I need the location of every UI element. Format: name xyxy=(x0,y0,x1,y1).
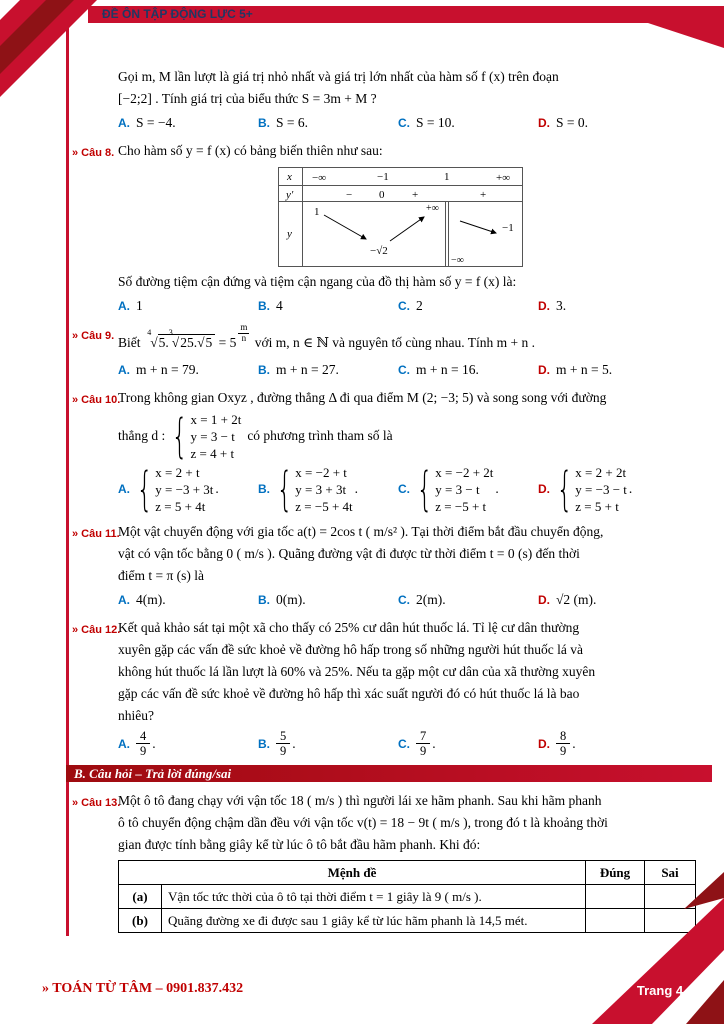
question-text-line: gian được tính bằng giây kể từ lúc ô tô bắt đầu hãm phanh. Khi đó: xyxy=(118,836,481,852)
bbt-y-value: +∞ xyxy=(426,203,439,214)
question-text-line: Trong không gian Oxyz , đường thẳng Δ đi qua điểm M (2; −3; 5) và song song với đường xyxy=(118,389,607,405)
option-b xyxy=(258,359,398,381)
option-text: 3. xyxy=(556,298,567,313)
option-label: C. xyxy=(398,736,410,751)
option-a xyxy=(118,359,258,381)
option-c xyxy=(398,589,538,611)
stem-prefix: Biết xyxy=(118,334,141,350)
true-header: Đúng xyxy=(586,860,645,884)
question-7-tail xyxy=(72,66,712,134)
brace-glyph: { xyxy=(276,462,293,517)
statement-header: Mệnh đề xyxy=(119,860,586,884)
variation-table xyxy=(278,167,712,267)
option-label: D. xyxy=(538,482,550,497)
page-number: Trang 4 xyxy=(636,983,684,998)
question-text-line: Một ô tô đang chạy với vận tốc 18 ( m/s ) thì người lái xe hãm phanh. Sau khi hãm phanh xyxy=(118,792,602,808)
option-c xyxy=(398,295,538,317)
option-label: C. xyxy=(398,116,410,130)
option-d: D. { x = 2 + 2t y = −3 − t z = 5 + t . xyxy=(538,462,633,517)
question-text-line: Kết quả khảo sát tại một xã cho thấy có 25% cư dân hút thuốc lá. Tỉ lệ cư dân thường xyxy=(118,619,580,635)
question-formula-line xyxy=(118,323,712,357)
option-label: C. xyxy=(398,592,410,607)
option-text: 4 xyxy=(276,298,283,313)
page-title: ĐỀ ÔN TẬP ĐỘNG LỰC 5+ xyxy=(102,7,253,21)
left-margin-rule xyxy=(66,28,69,936)
option-a xyxy=(118,112,258,134)
bbt-y-value: 1 xyxy=(314,206,320,218)
option-label: D. xyxy=(538,299,550,313)
option-d xyxy=(538,589,712,611)
option-text: m + n = 16. xyxy=(416,361,479,377)
bbt-x-value: +∞ xyxy=(496,172,511,184)
option-label: B. xyxy=(258,736,270,751)
bbt-x-label: x xyxy=(287,171,292,183)
option-c: C. $\frac{7}{9}$ . xyxy=(398,728,436,759)
answer-options xyxy=(118,589,712,611)
question-8 xyxy=(72,140,712,317)
question-12 xyxy=(72,617,712,759)
row-key: (b) xyxy=(119,908,162,932)
row-statement: Vận tốc tức thời của ô tô tại thời điểm t = 1 giây là 9 ( m/s ). xyxy=(162,884,586,908)
bbt-x-value: −∞ xyxy=(312,172,327,184)
question-text-line: gặp các vấn đề sức khoẻ về đường hô hấp thì xác suất người đó có hút thuốc lá là bao xyxy=(118,685,580,701)
option-label: D. xyxy=(538,736,550,751)
option-text: m + n = 5. xyxy=(556,361,613,377)
option-label: A. xyxy=(118,116,130,130)
option-text: 4(m). xyxy=(136,591,166,607)
false-header: Sai xyxy=(645,860,696,884)
option-label: D. xyxy=(538,362,550,377)
brace-glyph: { xyxy=(416,462,433,517)
bbt-y-value: −√2 xyxy=(370,245,388,257)
option-b: B. $\frac{5}{9}$ . xyxy=(258,728,296,759)
answer-options xyxy=(118,359,712,381)
option-b xyxy=(258,112,398,134)
question-9 xyxy=(72,323,712,381)
header-banner xyxy=(88,6,724,23)
option-label: C. xyxy=(398,482,410,497)
option-label: C. xyxy=(398,362,410,377)
stem-mid: thẳng d : xyxy=(118,428,166,444)
footer-brand: » TOÁN TỪ TÂM – 0901.837.432 xyxy=(42,981,244,996)
bbt-y-value: −1 xyxy=(502,222,514,234)
option-text: m + n = 79. xyxy=(136,361,199,377)
bottom-right-ribbon xyxy=(534,854,724,1024)
question-text-line: Cho hàm số y = f (x) có bảng biến thiên như sau: xyxy=(118,143,383,158)
option-label: A. xyxy=(118,362,130,377)
question-number: » Câu 9. xyxy=(72,330,115,342)
answer-options xyxy=(118,729,712,759)
bbt-x-value: 1 xyxy=(444,171,450,183)
exponent-fraction: $\frac{m}{n}$ xyxy=(240,322,248,343)
stem-suffix: có phương trình tham số là xyxy=(247,428,393,444)
question-number: » Câu 10. xyxy=(72,393,121,406)
question-text-line: không hút thuốc lá lần lượt là 60% và 25%. Nếu ta gặp một cư dân của xã thường xuyên xyxy=(118,663,596,679)
option-a xyxy=(118,589,258,611)
top-right-corner-shape xyxy=(648,23,724,48)
option-label: D. xyxy=(538,592,550,607)
brace-glyph: { xyxy=(171,409,188,464)
stem-suffix: với m, n ∈ ℕ và nguyên tố cùng nhau. Tính m + n . xyxy=(254,334,535,350)
bbt-sign: − xyxy=(346,189,353,201)
option-label: A. xyxy=(118,592,130,607)
option-b xyxy=(258,589,398,611)
question-text-line: [−2;2] . Tính giá trị của biểu thức S = 3m + M ? xyxy=(118,91,377,106)
bbt-yprime-label: y′ xyxy=(286,189,294,201)
answer-options xyxy=(118,464,712,515)
option-text: S = −4. xyxy=(136,115,176,130)
option-label: B. xyxy=(258,299,270,313)
nested-radical: $^4$√5.$^3$√25.√5 = 5 $\frac{m}{n}$ với m, n ∈ ℕ và nguyên tố cùng nhau. Tính m + n . xyxy=(147,322,535,350)
option-b xyxy=(258,295,398,317)
question-text-line: nhiêu? xyxy=(118,707,154,723)
option-a xyxy=(118,295,258,317)
question-number: » Câu 13. xyxy=(72,796,121,809)
equals-base: = 5 xyxy=(218,334,237,350)
option-c xyxy=(398,359,538,381)
question-text-line: điểm t = π (s) là xyxy=(118,567,205,583)
option-text: 1 xyxy=(136,298,143,313)
question-number: » Câu 12. xyxy=(72,623,121,636)
option-a: A. { x = 2 + t y = −3 + 3t z = 5 + 4t . xyxy=(118,462,219,517)
option-text: √2 (m). xyxy=(556,591,597,607)
brace-glyph: { xyxy=(556,462,573,517)
option-text: 2(m). xyxy=(416,591,446,607)
question-text-line: Số đường tiệm cận đứng và tiệm cận ngang của đồ thị hàm số y = f (x) là: xyxy=(118,274,517,289)
question-text-line: Một vật chuyển động với gia tốc a(t) = 2cos t ( m/s² ). Tại thời điểm bắt đầu chuyển động, xyxy=(118,523,604,539)
option-label: D. xyxy=(538,116,550,130)
option-c: C. { x = −2 + 2t y = 3 − t z = −5 + t . xyxy=(398,462,499,517)
option-d xyxy=(538,112,712,134)
option-label: A. xyxy=(118,736,130,751)
question-text-line: vật có vận tốc bằng 0 ( m/s ). Quãng đường vật đi được từ thời điểm t = 0 (s) đến thời xyxy=(118,545,580,561)
option-label: B. xyxy=(258,592,270,607)
question-number: » Câu 8. xyxy=(72,147,115,159)
option-c xyxy=(398,112,538,134)
brace-glyph: { xyxy=(136,462,153,517)
option-label: B. xyxy=(258,116,270,130)
option-a: A. $\frac{4}{9}$ . xyxy=(118,728,156,759)
question-number: » Câu 11. xyxy=(72,527,120,540)
option-d: D. $\frac{8}{9}$ . xyxy=(538,728,576,759)
answer-options xyxy=(118,295,712,317)
row-key: (a) xyxy=(119,884,162,908)
option-text: 2 xyxy=(416,298,423,313)
bbt-y-value: −∞ xyxy=(451,255,464,266)
question-11 xyxy=(72,521,712,611)
question-text-line: xuyên gặp các vấn đề sức khoẻ về đường hô hấp trong số những người hút thuốc lá và xyxy=(118,641,583,657)
bbt-sign: + xyxy=(412,189,419,201)
option-d xyxy=(538,359,712,381)
option-label: A. xyxy=(118,482,130,497)
option-b: B. { x = −2 + t y = 3 + 3t z = −5 + 4t . xyxy=(258,462,359,517)
parametric-system-d: { x = 1 + 2t y = 3 − t z = 4 + t xyxy=(171,409,242,464)
option-text: S = 6. xyxy=(276,115,308,130)
option-text: 0(m). xyxy=(276,591,306,607)
option-text: S = 0. xyxy=(556,115,588,130)
row-statement: Quãng đường xe đi được sau 1 giây kể từ lúc hãm phanh là 14,5 mét. xyxy=(162,908,586,932)
option-label: B. xyxy=(258,482,270,497)
option-label: A. xyxy=(118,299,130,313)
question-text-line: Gọi m, M lần lượt là giá trị nhỏ nhất và giá trị lớn nhất của hàm số f (x) trên đoạn xyxy=(118,69,559,84)
question-10 xyxy=(72,387,712,515)
bbt-sign: 0 xyxy=(379,189,385,201)
option-text: m + n = 27. xyxy=(276,361,339,377)
page-content xyxy=(72,66,712,939)
option-d xyxy=(538,295,712,317)
section-b-header: B. Câu hỏi – Trả lời đúng/sai xyxy=(66,765,712,782)
option-text: S = 10. xyxy=(416,115,455,130)
bbt-x-value: −1 xyxy=(377,171,389,183)
bbt-sign: + xyxy=(480,189,487,201)
bbt-y-label: y xyxy=(287,228,292,240)
option-label: B. xyxy=(258,362,270,377)
given-line-system xyxy=(118,411,712,462)
question-text-line: ô tô chuyển động chậm dần đều với vận tốc v(t) = 18 − 9t ( m/s ), trong đó t là khoảng thời xyxy=(118,814,608,830)
answer-options xyxy=(118,112,712,134)
option-label: C. xyxy=(398,299,410,313)
